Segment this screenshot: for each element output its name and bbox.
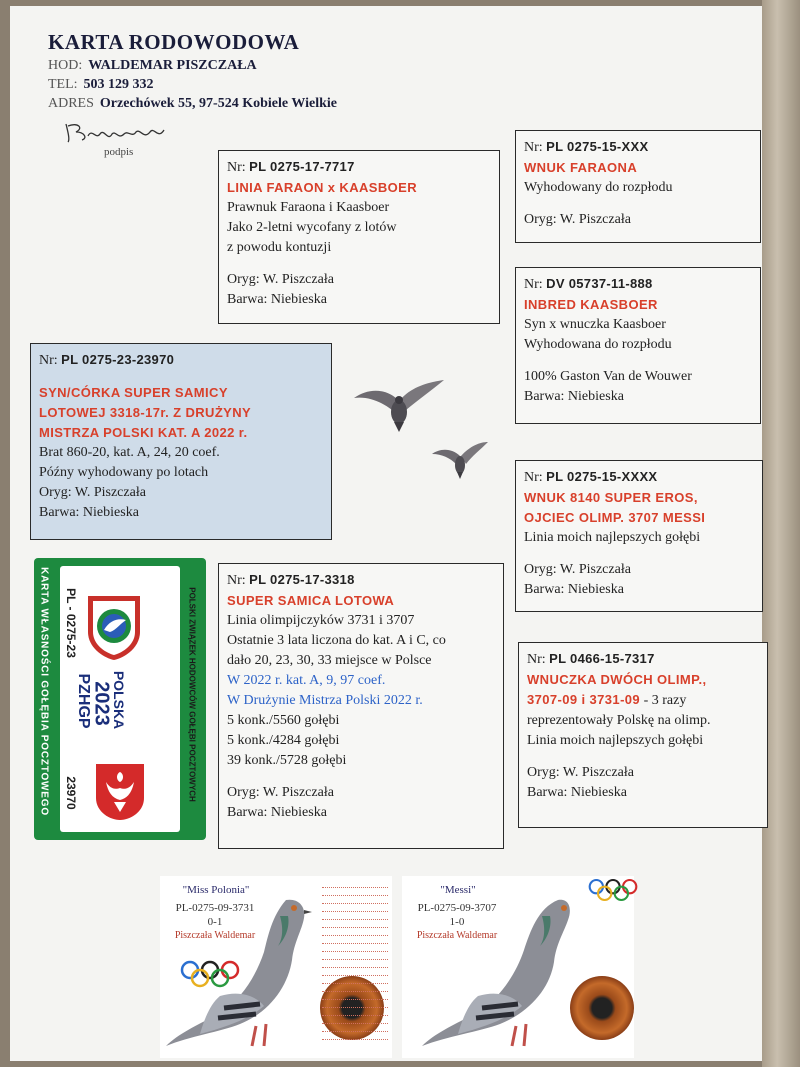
color: Barwa: Niebieska [39, 505, 139, 520]
dam-box: Nr: PL 0275-17-3318 SUPER SAMICA LOTOWA Linia olimpijczyków 3731 i 3707 Ostatnie 3 lata liczona do kat. A i C, co dało 20, 23, 30, 33 miejsce w Polsce W 2022 r. kat. A, 9, 97 coef. W Drużynie Mistrza Polski 2022 r. 5 konk./5560 gołębi 5 konk./4284 gołębi 39 konk./5728 gołębi Oryg: W. Piszczała Barwa: Niebieska [218, 563, 504, 849]
bird-title: WNUCZKA DWÓCH OLIMP., [527, 672, 707, 687]
photo-bird-name: "Miss Polonia" [182, 884, 250, 896]
description-line: Linia olimpijczyków 3731 i 3707 [227, 613, 415, 628]
result-line [322, 928, 388, 936]
race-result: 39 konk./5728 gołębi [227, 753, 347, 768]
description-line: Linia moich najlepszych gołębi [527, 733, 704, 748]
flying-pigeon-icon [352, 378, 446, 434]
color: Barwa: Niebieska [524, 582, 624, 597]
card-side-text: KARTA WŁASNOŚCI GOŁĘBIA POCZTOWEGO [38, 567, 50, 816]
result-line [322, 960, 388, 968]
ownership-card [34, 558, 206, 840]
color: Barwa: Niebieska [227, 292, 327, 307]
description-line: Jako 2-letni wycofany z lotów [227, 220, 397, 235]
bird-title: LOTOWEJ 3318-17r. Z DRUŻYNY [39, 405, 252, 420]
description-line: Wyhodowany do rozpłodu [524, 180, 673, 195]
bird-title: OJCIEC OLIMP. 3707 MESSI [524, 510, 706, 525]
result-line [322, 880, 388, 888]
photo-ring: PL-0275-09-3731 [175, 902, 255, 914]
result-line [322, 896, 388, 904]
color: Barwa: Niebieska [227, 805, 327, 820]
bird-title: LINIA FARAON x KAASBOER [227, 180, 418, 195]
flying-pigeon-icon [430, 440, 490, 480]
breeder-row: HOD: WALDEMAR PISZCZAŁA [48, 58, 257, 73]
color: Barwa: Niebieska [527, 785, 627, 800]
achievement-line: W 2022 r. kat. A, 9, 97 coef. [227, 673, 386, 688]
description-line: reprezentowały Polskę na olimp. [527, 713, 711, 728]
background-edge [762, 0, 800, 1067]
origin: Oryg: W. Piszczała [524, 212, 631, 227]
card-ring-prefix: PL - 0275-23 [64, 588, 78, 658]
description-line: Brat 860-20, kat. A, 24, 20 coef. [39, 445, 220, 460]
photo-messi [402, 876, 634, 1058]
race-result: 5 konk./4284 gołębi [227, 733, 340, 748]
ring-number: PL 0275-17-3318 [249, 572, 355, 587]
result-line [322, 1008, 388, 1016]
breeder-name: WALDEMAR PISZCZAŁA [88, 58, 257, 73]
bird-title: SUPER SAMICA LOTOWA [227, 593, 395, 608]
result-line [322, 888, 388, 896]
photo-owner: Piszczała Waldemar [416, 930, 498, 941]
card-ring-number: 23970 [64, 776, 78, 810]
bird-title: WNUK FARAONA [524, 160, 638, 175]
pzhgp-logo-icon [84, 592, 144, 662]
pigeon-photo-icon [160, 886, 320, 1056]
photo-result: 1-0 [449, 916, 465, 928]
card-country: POLSKA [111, 670, 127, 730]
pigeon-photo-icon [412, 886, 572, 1056]
origin: Oryg: W. Piszczała [227, 272, 334, 287]
photo-result: 0-1 [207, 916, 223, 928]
result-line [322, 1000, 388, 1008]
description-line: dało 20, 23, 30, 33 miejsce w Polsce [227, 653, 432, 668]
result-line [322, 1032, 388, 1040]
sire-dam-box: Nr: DV 05737-11-888 INBRED KAASBOER Syn x wnuczka Kaasboer Wyhodowana do rozpłodu 100% Gaston Van de Wouwer Barwa: Niebieska [515, 267, 761, 424]
address-row: ADRES Orzechówek 55, 97-524 Kobiele Wielkie [48, 96, 337, 111]
bird-title: SYN/CÓRKA SUPER SAMICY [39, 385, 228, 400]
signature-label: podpis [104, 146, 134, 158]
result-line [322, 984, 388, 992]
result-line [322, 920, 388, 928]
origin: Oryg: W. Piszczała [524, 562, 631, 577]
result-line [322, 968, 388, 976]
bird-title: 3707-09 i 3731-09 [527, 692, 641, 707]
result-line [322, 1016, 388, 1024]
race-result: 5 konk./5560 gołębi [227, 713, 340, 728]
description-line: Wyhodowana do rozpłodu [524, 337, 672, 352]
race-results-list [312, 880, 398, 1030]
photo-owner: Piszczała Waldemar [174, 930, 256, 941]
origin: Oryg: W. Piszczała [39, 485, 146, 500]
address: Orzechówek 55, 97-524 Kobiele Wielkie [99, 96, 337, 111]
result-line [322, 904, 388, 912]
origin: Oryg: W. Piszczała [227, 785, 334, 800]
description-line: Ostatnie 3 lata liczona do kat. A i C, co [227, 633, 446, 648]
result-line [322, 976, 388, 984]
ring-number: PL 0275-15-XXX [546, 139, 649, 154]
page-title: KARTA RODOWODOWA [48, 30, 300, 54]
description-line: Linia moich najlepszych gołębi [524, 530, 701, 545]
header [48, 30, 337, 112]
ring-number: DV 05737-11-888 [546, 276, 653, 291]
result-line [322, 1024, 388, 1032]
description-line: z powodu kontuzji [227, 240, 332, 255]
photo-bird-name: "Messi" [440, 884, 476, 896]
bird-title: WNUK 8140 SUPER EROS, [524, 490, 698, 505]
result-line [322, 936, 388, 944]
result-line [322, 992, 388, 1000]
result-line [322, 952, 388, 960]
phone-number: 503 129 332 [83, 77, 154, 92]
color: Barwa: Niebieska [524, 389, 624, 404]
dam-sire-box: Nr: PL 0275-15-XXXX WNUK 8140 SUPER EROS, OJCIEC OLIMP. 3707 MESSI Linia moich najlepszych gołębi Oryg: W. Piszczała Barwa: Niebieska [515, 460, 763, 612]
ring-number: PL 0275-15-XXXX [546, 469, 658, 484]
card-year: 2023 [90, 681, 113, 726]
phone-row: TEL: 503 129 332 [48, 77, 154, 92]
card-org: PZHGP [75, 673, 92, 729]
signature [58, 118, 178, 146]
description-line: Syn x wnuczka Kaasboer [524, 317, 666, 332]
ring-number: PL 0275-17-7717 [249, 159, 355, 174]
card-union-text: POLSKI ZWIĄZEK HODOWCÓW GOŁĘBI POCZTOWYCH [187, 587, 197, 802]
photo-ring: PL-0275-09-3707 [417, 902, 497, 914]
olympic-rings-icon [588, 878, 638, 902]
eye-photo [570, 976, 634, 1040]
result-line [322, 944, 388, 952]
dam-dam-box: Nr: PL 0466-15-7317 WNUCZKA DWÓCH OLIMP., 3707-09 i 3731-09 - 3 razy reprezentowały Polskę na olimp. Linia moich najlepszych gołębi Oryg: W. Piszczała Barwa: Niebieska [518, 642, 768, 828]
ring-number: PL 0466-15-7317 [549, 651, 655, 666]
description-line: Późny wyhodowany po lotach [39, 465, 209, 480]
description-line: Prawnuk Faraona i Kaasboer [227, 200, 390, 215]
achievement-line: W Drużynie Mistrza Polski 2022 r. [227, 693, 423, 708]
sire-sire-box: Nr: PL 0275-15-XXX WNUK FARAONA Wyhodowany do rozpłodu Oryg: W. Piszczała [515, 130, 761, 243]
bloodline-note: 100% Gaston Van de Wouwer [524, 369, 692, 384]
result-line [322, 912, 388, 920]
bird-title: INBRED KAASBOER [524, 297, 658, 312]
bird-title: MISTRZA POLSKI KAT. A 2022 r. [39, 425, 248, 440]
main-bird-box: Nr: PL 0275-23-23970 SYN/CÓRKA SUPER SAMICY LOTOWEJ 3318-17r. Z DRUŻYNY MISTRZA POLSKI KAT. A 2022 r. Brat 860-20, kat. A, 24, 20 coef. Późny wyhodowany po lotach Oryg: W. Piszczała Barwa: Niebieska [30, 343, 332, 540]
polish-eagle-icon [94, 762, 146, 822]
sire-box: Nr: PL 0275-17-7717 LINIA FARAON x KAASBOER Prawnuk Faraona i Kaasboer Jako 2-letni wycofany z lotów z powodu kontuzji Oryg: W. Piszczała Barwa: Niebieska [218, 150, 500, 324]
origin: Oryg: W. Piszczała [527, 765, 634, 780]
ring-number: PL 0275-23-23970 [61, 352, 175, 367]
